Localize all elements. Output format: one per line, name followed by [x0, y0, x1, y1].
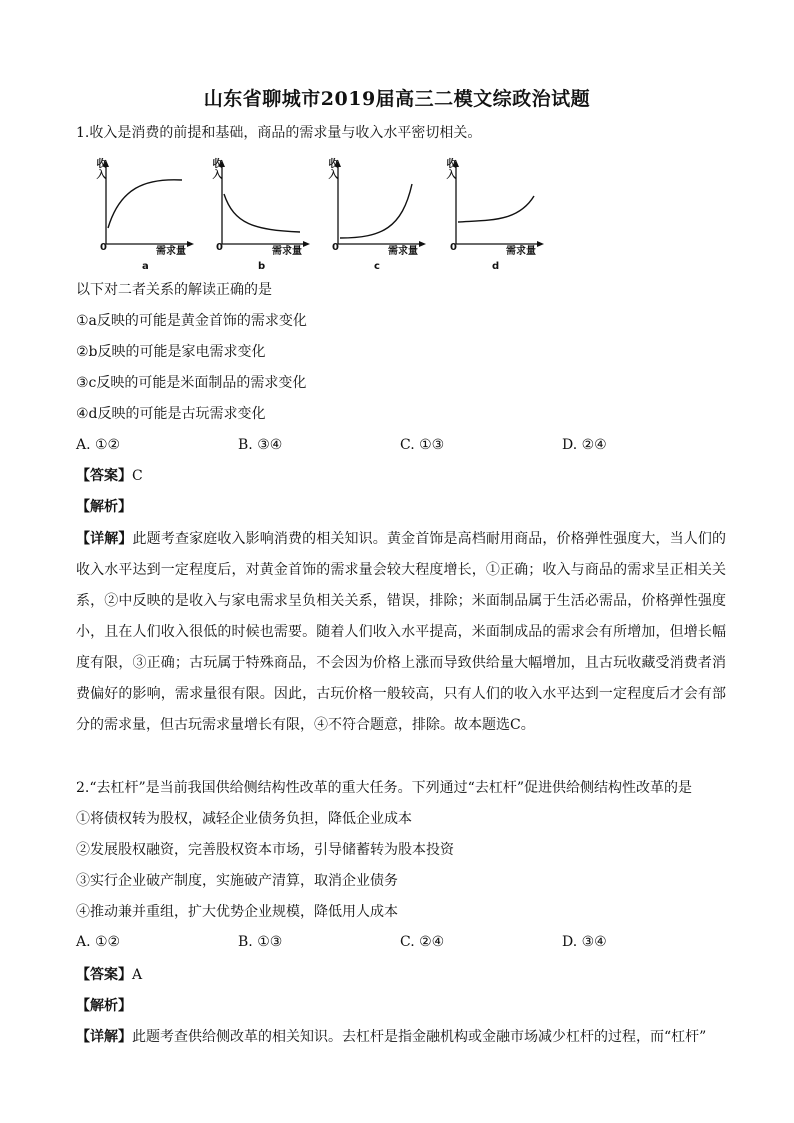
- q1-prompt: 以下对二者关系的解读正确的是: [76, 282, 272, 298]
- graph-c-xlabel: 需求量: [388, 246, 418, 257]
- q1-detail: [76, 524, 726, 741]
- graph-a: [90, 158, 190, 276]
- graph-b-ylabel: 收入: [210, 158, 221, 180]
- q2-answer-value: A: [132, 967, 143, 983]
- q1-statement-1: ①a反映的可能是黄金首饰的需求变化: [76, 313, 307, 329]
- graph-a-letter: a: [142, 261, 149, 272]
- graph-a-ylabel: 收入: [94, 158, 105, 180]
- graph-a-xlabel: 需求量: [156, 246, 186, 257]
- graph-d-origin: 0: [450, 242, 457, 253]
- graph-d: [440, 158, 540, 276]
- q1-answer-value: C: [132, 468, 143, 484]
- q2-answer-label: 【答案】: [76, 967, 132, 983]
- graph-d-curve: [458, 196, 534, 222]
- q2-statement-3: ③实行企业破产制度，实施破产清算，取消企业债务: [76, 873, 398, 889]
- q1-analysis-label: 【解析】: [76, 499, 132, 515]
- q1-stem: 1.收入是消费的前提和基础，商品的需求量与收入水平密切相关。: [76, 125, 482, 141]
- q2-statement-4: ④推动兼并重组，扩大优势企业规模，降低用人成本: [76, 904, 398, 920]
- q2-option-a: A. ①②: [76, 934, 121, 950]
- q2-statement-2: ②发展股权融资，完善股权资本市场，引导储蓄转为股本投资: [76, 842, 454, 858]
- q1-option-d: D. ②④: [562, 437, 607, 453]
- graph-c-curve: [340, 184, 412, 238]
- graph-c-ylabel: 收入: [326, 158, 337, 180]
- graph-a-curve: [108, 180, 182, 228]
- q2-detail-text: 此题考查供给侧改革的相关知识。去杠杆是指金融机构或金融市场减少杠杆的过程，而“杠杆”: [132, 1029, 707, 1045]
- q2-stem: 2.“去杠杆”是当前我国供给侧结构性改革的重大任务。下列通过“去杠杆”促进供给侧结构性改革的是: [76, 780, 692, 796]
- graph-b: [206, 158, 306, 276]
- graph-a-origin: 0: [100, 242, 107, 253]
- q2-option-d: D. ③④: [562, 934, 607, 950]
- q2-detail: [76, 1022, 726, 1053]
- q2-statement-1: ①将债权转为股权，减轻企业债务负担，降低企业成本: [76, 811, 412, 827]
- graph-b-origin: 0: [216, 242, 223, 253]
- q1-answer-label: 【答案】: [76, 468, 132, 484]
- graph-c-origin: 0: [332, 242, 339, 253]
- graph-d-ylabel: 收入: [444, 158, 455, 180]
- q1-option-a: A. ①②: [76, 437, 121, 453]
- q1-statement-4: ④d反映的可能是古玩需求变化: [76, 406, 266, 422]
- q2-detail-label: 【详解】: [76, 1029, 132, 1045]
- graph-d-letter: d: [492, 261, 500, 272]
- q1-detail-label: 【详解】: [76, 531, 133, 547]
- q1-option-b: B. ③④: [238, 437, 283, 453]
- q1-detail-text: 此题考查家庭收入影响消费的相关知识。黄金首饰是高档耐用商品，价格弹性强度大，当人们的收入水平达到一定程度后，对黄金首饰的需求量会较大程度增长，①正确；收入与商品的需求呈正相关关系，②中反映的是收入与家电需求呈负相关关系，错误，排除；米面制品属于生活必需品，价格弹性强度小，且在人们收入很低的时候也需要。随着人们收入水平提高，米面制成品的需求会有所增加，但增长幅度有限，③正确；古玩属于特殊商品，不会因为价格上涨而导致供给量大幅增加，且古玩收藏受消费者消费偏好的影响，需求量很有限。因此，古玩价格一般较高，只有人们的收入水平达到一定程度后才会有部分的需求量，但古玩需求量增长有限，④不符合题意，排除。故本题选C。: [76, 531, 727, 733]
- q2-analysis-label: 【解析】: [76, 998, 132, 1014]
- q1-statement-2: ②b反映的可能是家电需求变化: [76, 344, 266, 360]
- graph-b-letter: b: [258, 261, 266, 272]
- graph-c-letter: c: [374, 261, 380, 272]
- q2-option-c: C. ②④: [400, 934, 445, 950]
- graph-c: [322, 158, 422, 276]
- q1-option-c: C. ①③: [400, 437, 445, 453]
- q1-statement-3: ③c反映的可能是米面制品的需求变化: [76, 375, 307, 391]
- q2-option-b: B. ①③: [238, 934, 283, 950]
- graph-b-xlabel: 需求量: [272, 246, 302, 257]
- q1-graphs: [90, 158, 550, 276]
- graph-b-curve: [224, 194, 300, 232]
- q2-answer: [76, 965, 142, 985]
- graph-d-xlabel: 需求量: [506, 246, 536, 257]
- page-title: 山东省聊城市2019届高三二模文综政治试题: [203, 88, 591, 110]
- q1-answer: [76, 466, 143, 486]
